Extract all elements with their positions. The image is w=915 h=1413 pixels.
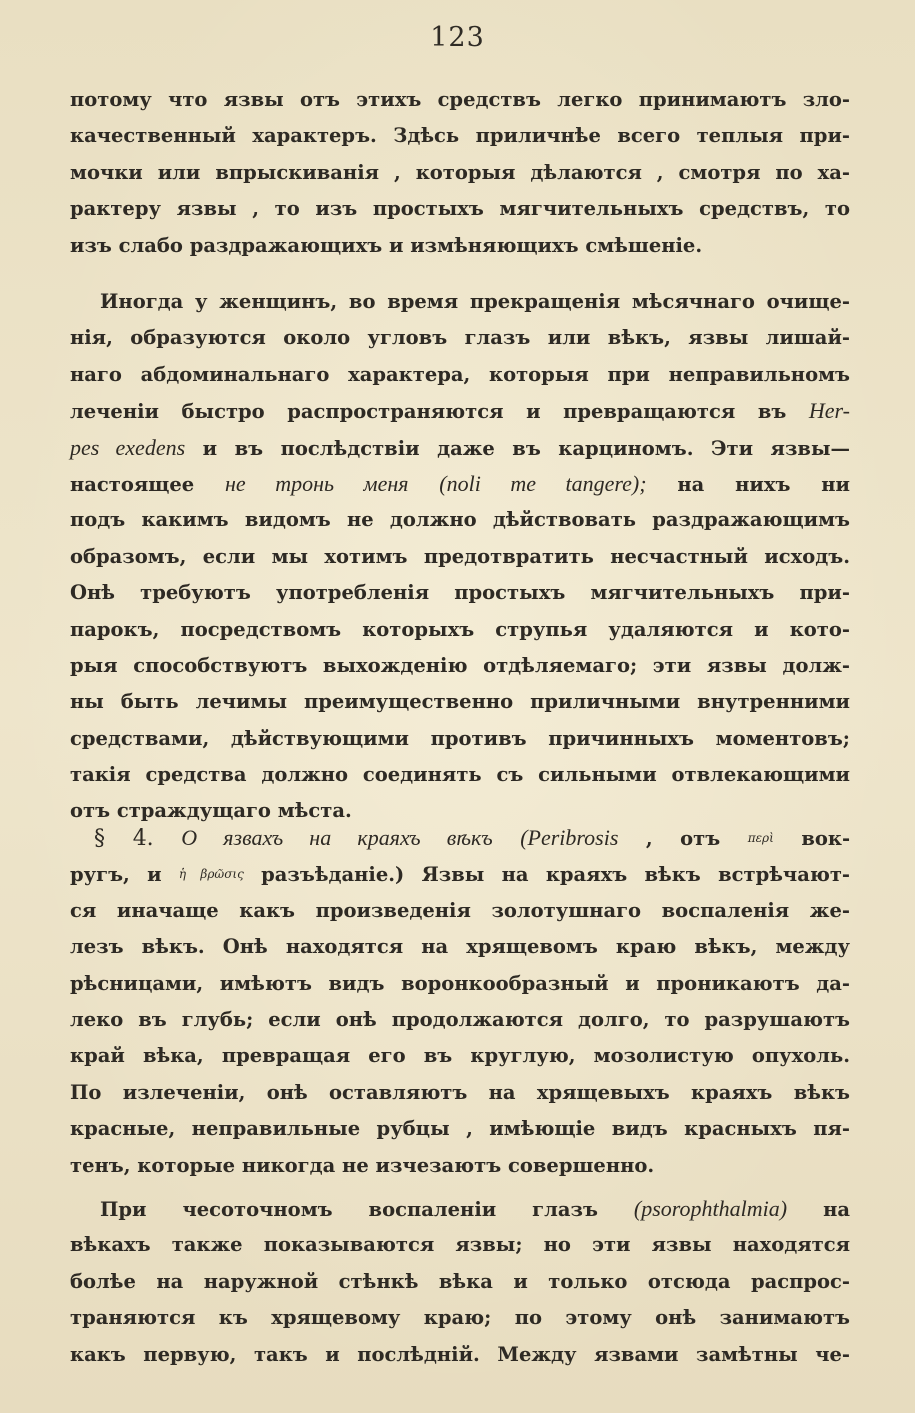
text-line <box>70 393 850 429</box>
section-title: О язвахъ на краяхъ вѣкъ <box>181 825 493 850</box>
paragraph-1 <box>70 82 850 264</box>
page-number: 123 <box>430 22 485 53</box>
text-segment: разъѣданіе.) Язвы на краяхъ вѣкъ встрѣчают- <box>261 863 850 887</box>
latin-term: (noli me tangere); <box>439 470 647 496</box>
text-line: рактеру язвы , то изъ простыхъ мягчительныхъ средствъ, то <box>70 197 850 221</box>
greek-term: περὶ <box>747 831 774 845</box>
text-line: красные, неправильные рубцы , имѣющіе видъ красныхъ пя- <box>70 1117 850 1141</box>
text-line: вѣкахъ также показываются язвы; но эти язвы находятся <box>70 1233 850 1257</box>
text-segment: леченіи быстро распространяются и превращаются въ <box>70 400 809 424</box>
text-line: рыя способствуютъ выхожденію отдѣляемаго; эти язвы долж- <box>70 653 850 677</box>
text-line: изъ слабо раздражающихъ и измѣняющихъ смѣшеніе. <box>70 233 703 257</box>
text-line: ся иначаще какъ произведенія золотушнаго воспаленія же- <box>70 898 850 922</box>
text-segment: на <box>823 1198 850 1221</box>
text-line: качественный характеръ. Здѣсь приличнѣе всего теплыя при- <box>70 124 850 148</box>
greek-term: ἡ βρῶσις <box>178 867 244 882</box>
text-segment: ругъ, и <box>70 863 162 887</box>
text-line: По излеченіи, онѣ оставляютъ на хрящевыхъ краяхъ вѣкъ <box>70 1080 850 1104</box>
text-line <box>70 856 850 892</box>
text-line <box>70 1191 850 1227</box>
section-number: § 4. <box>94 826 154 851</box>
latin-term: pes exedens <box>70 434 186 460</box>
russian-term: не тронь меня <box>225 470 409 496</box>
text-line: наго абдоминальнаго характера, которыя при неправильномъ <box>70 362 850 386</box>
latin-term: Her- <box>808 398 850 424</box>
text-segment: и въ послѣдствіи даже въ карциномъ. Эти язвы— <box>185 436 850 460</box>
paragraph-4 <box>70 1191 850 1373</box>
text-line: тенъ, которые никогда не изчезаютъ совершенно. <box>70 1153 655 1177</box>
text-line: край вѣка, превращая его въ круглую, мозолистую опухоль. <box>70 1044 850 1068</box>
text-line: ны быть лечимы преимущественно приличными внутренними <box>70 690 850 714</box>
text-segment: , отъ <box>645 827 721 850</box>
text-line: мочки или впрыскиванія , которыя дѣлаются , смотря по ха- <box>70 160 850 184</box>
text-line <box>70 466 850 502</box>
text-line: траняются къ хрящевому краю; по этому онѣ занимаютъ <box>70 1306 850 1330</box>
text-line: какъ первую, такъ и послѣдній. Между язвами замѣтны че- <box>70 1342 850 1366</box>
text-line: образомъ, если мы хотимъ предотвратить несчастный исходъ. <box>70 544 850 568</box>
text-line: потому что язвы отъ этихъ средствъ легко принимаютъ зло- <box>70 88 850 111</box>
text-segment: настоящее <box>70 472 225 496</box>
text-line: Онѣ требуютъ употребленія простыхъ мягчительныхъ при- <box>70 581 850 605</box>
text-segment: на нихъ ни <box>646 472 850 496</box>
text-line: нія, образуются около угловъ глазъ или вѣкъ, язвы лишай- <box>70 326 850 350</box>
latin-term: (Peribrosis <box>520 825 619 850</box>
text-line: отъ страждущаго мѣста. <box>70 799 352 823</box>
text-line: болѣе на наружной стѣнкѣ вѣка и только отсюда распрос- <box>70 1269 850 1293</box>
text-line: рѣсницами, имѣютъ видъ воронкообразный и проникаютъ да- <box>70 971 850 995</box>
text-line: леко въ глубь; если онѣ продолжаются долго, то разрушаютъ <box>70 1007 850 1031</box>
text-line: подъ какимъ видомъ не должно дѣйствовать раздражающимъ <box>70 508 850 532</box>
paragraph-2 <box>70 284 850 830</box>
text-line: средствами, дѣйствующими противъ причинныхъ моментовъ; <box>70 726 850 750</box>
text-line: лезъ вѣкъ. Онѣ находятся на хрящевомъ краю вѣкъ, между <box>70 935 850 959</box>
text-line: такія средства должно соединять съ сильными отвлекающими <box>70 763 850 787</box>
text-segment: При чесоточномъ воспаленіи глазъ <box>100 1198 598 1221</box>
text-segment: вок- <box>801 827 851 850</box>
section-4 <box>70 820 850 1184</box>
text-line: парокъ, посредствомъ которыхъ струпья удаляются и кото- <box>70 617 850 641</box>
text-line <box>70 430 850 466</box>
latin-term: (psorophthalmia) <box>633 1196 788 1221</box>
section-heading-line <box>70 820 850 856</box>
text-line: Иногда у женщинъ, во время прекращенія мѣсячнаго очище- <box>100 290 850 313</box>
